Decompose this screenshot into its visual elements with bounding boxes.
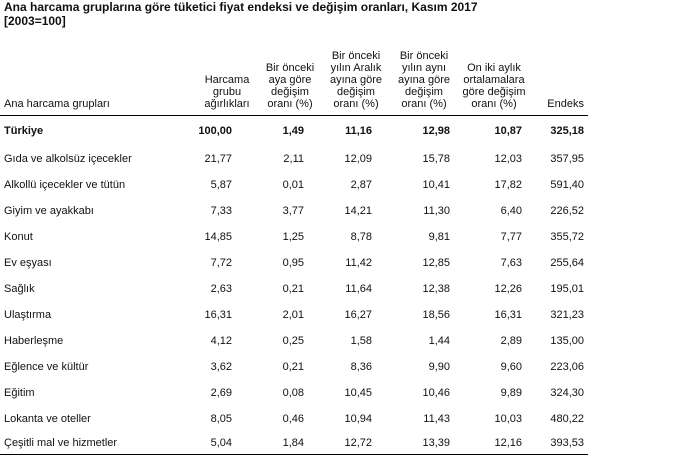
average-change-cell: 6,40 <box>500 205 522 217</box>
annual-change-cell: 11,30 <box>423 205 450 217</box>
group-name-cell: Türkiye <box>4 125 44 137</box>
group-name-cell: Ev eşyası <box>4 257 52 269</box>
weight-cell: 2,69 <box>210 387 232 399</box>
average-change-cell: 12,16 <box>458 432 530 455</box>
ytd-change-cell: 10,45 <box>344 387 372 399</box>
table-row <box>0 198 588 224</box>
monthly-change-cell: 0,21 <box>282 283 304 295</box>
monthly-change-cell: 2,11 <box>283 153 304 165</box>
table-body <box>0 116 588 455</box>
weight-cell: 14,85 <box>204 231 232 243</box>
monthly-change-cell: 1,25 <box>282 231 304 243</box>
ytd-change-cell: 12,09 <box>344 153 372 165</box>
index-value-cell: 321,23 <box>550 309 584 321</box>
table-row <box>0 328 588 354</box>
table-row <box>0 406 588 432</box>
ytd-change-cell: 11,42 <box>345 257 372 269</box>
index-value-cell: 195,01 <box>550 283 584 295</box>
title-main: Ana harcama gruplarına göre tüketici fiyat endeksi ve değişim oranları, Kasım 2017 <box>4 0 478 14</box>
ytd-change-cell: 11,64 <box>345 283 372 295</box>
table-row <box>0 302 588 328</box>
ytd-change-cell: 8,78 <box>350 231 372 243</box>
index-value-cell: 355,72 <box>550 231 584 243</box>
annual-change-cell: 15,78 <box>422 153 450 165</box>
ytd-change-cell: 11,16 <box>345 125 372 137</box>
group-name-cell: Eğitim <box>4 387 35 399</box>
header-annual-change: Bir önceki yılın aynı ayına göre değişim oranı (%) <box>390 30 458 116</box>
monthly-change-cell: 0,08 <box>282 387 304 399</box>
annual-change-cell: 11,43 <box>423 413 450 425</box>
table-row <box>0 172 588 198</box>
annual-change-cell: 10,46 <box>422 387 450 399</box>
header-12m-average-change: On iki aylık ortalamalara göre değişim oranı (%) <box>458 30 530 116</box>
monthly-change-cell: 0,25 <box>282 335 304 347</box>
group-name-cell: Ulaştırma <box>4 309 52 321</box>
average-change-cell: 7,63 <box>500 257 522 269</box>
ytd-change-cell: 1,58 <box>350 335 372 347</box>
weight-cell: 16,31 <box>204 309 232 321</box>
ytd-change-cell: 14,21 <box>344 205 372 217</box>
group-name-cell: Alkollü içecekler ve tütün <box>4 179 126 191</box>
index-value-cell: 591,40 <box>550 179 584 191</box>
annual-change-cell: 9,90 <box>428 361 450 373</box>
index-value-cell: 255,64 <box>550 257 584 269</box>
total-row <box>0 116 588 147</box>
monthly-change-cell: 0,01 <box>282 179 304 191</box>
group-name-cell: Giyim ve ayakkabı <box>4 205 94 217</box>
weight-cell: 7,33 <box>210 205 232 217</box>
weight-cell: 5,87 <box>210 179 232 191</box>
monthly-change-cell: 0,95 <box>282 257 304 269</box>
annual-change-cell: 9,81 <box>428 231 450 243</box>
group-name-cell: Çeşitli mal ve hizmetler <box>0 432 196 455</box>
weight-cell: 8,05 <box>210 413 232 425</box>
average-change-cell: 12,26 <box>494 283 522 295</box>
index-value-cell: 223,06 <box>550 361 584 373</box>
table-title <box>4 0 478 28</box>
header-ytd-change: Bir önceki yılın Aralık ayına göre değişim oranı (%) <box>322 30 390 116</box>
annual-change-cell: 1,44 <box>428 335 450 347</box>
table-row <box>0 354 588 380</box>
index-value-cell: 393,53 <box>530 432 588 455</box>
group-name-cell: Gıda ve alkolsüz içecekler <box>4 153 132 165</box>
index-value-cell: 324,30 <box>550 387 584 399</box>
index-value-cell: 135,00 <box>550 335 584 347</box>
table-row <box>0 276 588 302</box>
average-change-cell: 17,82 <box>494 179 522 191</box>
header-group: Ana harcama grupları <box>0 30 196 116</box>
group-name-cell: Konut <box>4 231 33 243</box>
table-row <box>0 224 588 250</box>
header-row <box>0 30 588 116</box>
average-change-cell: 9,60 <box>500 361 522 373</box>
ytd-change-cell: 12,72 <box>322 432 390 455</box>
annual-change-cell: 12,38 <box>422 283 450 295</box>
group-name-cell: Eğlence ve kültür <box>4 361 89 373</box>
average-change-cell: 10,03 <box>494 413 522 425</box>
ytd-change-cell: 10,94 <box>344 413 372 425</box>
annual-change-cell: 12,85 <box>422 257 450 269</box>
table-row <box>0 380 588 406</box>
ytd-change-cell: 2,87 <box>350 179 372 191</box>
monthly-change-cell: 3,77 <box>282 205 304 217</box>
weight-cell: 4,12 <box>210 335 232 347</box>
title-base-year: [2003=100] <box>4 14 66 28</box>
monthly-change-cell: 0,46 <box>282 413 304 425</box>
monthly-change-cell: 1,49 <box>282 125 304 137</box>
header-weight: Harcama grubu ağırlıkları <box>196 30 258 116</box>
annual-change-cell: 13,39 <box>390 432 458 455</box>
table-row <box>0 146 588 172</box>
average-change-cell: 9,89 <box>500 387 522 399</box>
average-change-cell: 10,87 <box>494 125 522 137</box>
average-change-cell: 16,31 <box>494 309 522 321</box>
annual-change-cell: 12,98 <box>422 125 450 137</box>
weight-cell: 21,77 <box>204 153 232 165</box>
group-name-cell: Haberleşme <box>4 335 64 347</box>
header-index: Endeks <box>530 30 588 116</box>
index-value-cell: 357,95 <box>550 153 584 165</box>
table-row <box>0 432 588 455</box>
monthly-change-cell: 0,21 <box>282 361 304 373</box>
weight-cell: 7,72 <box>210 257 232 269</box>
cpi-table <box>0 30 588 455</box>
annual-change-cell: 18,56 <box>422 309 450 321</box>
average-change-cell: 12,03 <box>494 153 522 165</box>
weight-cell: 100,00 <box>198 125 232 137</box>
ytd-change-cell: 8,36 <box>350 361 372 373</box>
average-change-cell: 2,89 <box>500 335 522 347</box>
header-monthly-change: Bir önceki aya göre değişim oranı (%) <box>258 30 322 116</box>
table-row <box>0 250 588 276</box>
weight-cell: 5,04 <box>196 432 258 455</box>
monthly-change-cell: 2,01 <box>282 309 304 321</box>
annual-change-cell: 10,41 <box>422 179 450 191</box>
index-value-cell: 325,18 <box>550 125 584 137</box>
ytd-change-cell: 16,27 <box>344 309 372 321</box>
weight-cell: 3,62 <box>210 361 232 373</box>
monthly-change-cell: 1,84 <box>258 432 322 455</box>
weight-cell: 2,63 <box>210 283 232 295</box>
index-value-cell: 226,52 <box>550 205 584 217</box>
average-change-cell: 7,77 <box>500 231 522 243</box>
group-name-cell: Lokanta ve oteller <box>4 413 91 425</box>
index-value-cell: 480,22 <box>550 413 584 425</box>
group-name-cell: Sağlık <box>4 283 35 295</box>
